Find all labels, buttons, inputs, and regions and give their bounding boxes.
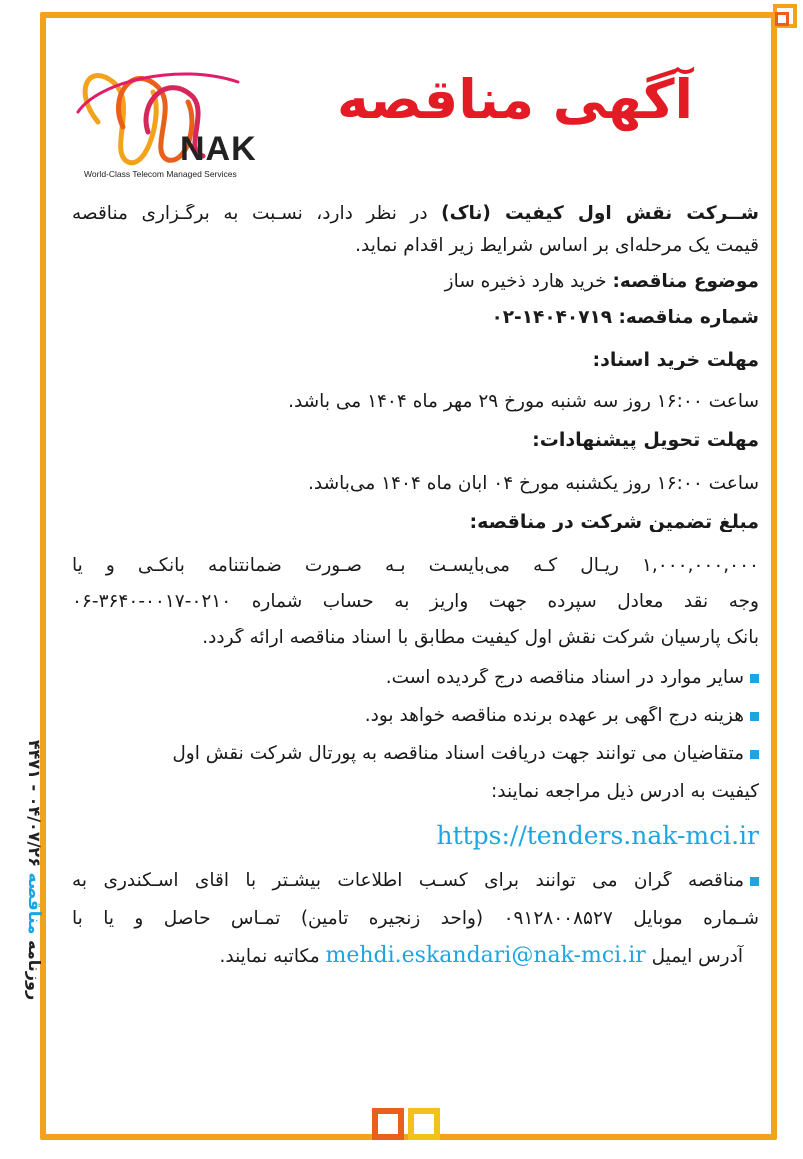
subject-label: موضوع مناقصه: xyxy=(612,272,759,292)
portal-url-line xyxy=(72,822,759,853)
newspaper-brand: مناقصه xyxy=(24,872,44,935)
logo-wordmark: NAK xyxy=(180,130,257,168)
submission-deadline-text: ساعت ۱۶:۰۰ روز یکشنبه مورخ ۰۴ آبان ماه ۱۴۰۴ می‌باشد. xyxy=(308,474,759,494)
subject-value: خرید هارد ذخیره ساز xyxy=(444,272,613,292)
note-item: متقاضیان می توانند جهت دریافت اسناد مناقصه به پورتال شرکت نقش اول xyxy=(72,744,759,764)
bullet-icon xyxy=(750,674,759,683)
page-title: آگهی مناقصه xyxy=(336,68,693,131)
deco-square-yellow xyxy=(408,1108,440,1140)
bullet-icon xyxy=(750,750,759,759)
contact-line-3: آدرس ایمیل mehdi.eskandari@nak-mci.ir مکاتبه نمایند. xyxy=(219,943,743,968)
guarantee-heading: مبلغ تضمین شرکت در مناقصه: xyxy=(469,512,759,532)
newspaper-issue: ۰۴/۰۷/۲۶ - ۴۴۷۱ xyxy=(25,739,44,867)
submission-deadline-heading: مهلت تحویل پیشنهادات: xyxy=(532,430,759,450)
subject-line xyxy=(72,272,759,292)
notice-body xyxy=(72,196,759,970)
newspaper-side-label xyxy=(14,690,54,1050)
intro-line-1 xyxy=(72,204,759,224)
corner-decoration-inner xyxy=(775,12,789,26)
intro-line-2: قیمت یک مرحله‌ای بر اساس شرایط زیر اقدام نماید. xyxy=(355,236,759,256)
logo-tagline: World-Class Telecom Managed Services xyxy=(84,169,237,179)
guarantee-line-3: بانک پارسیان شرکت نقش اول کیفیت مطابق با اسناد مناقصه ارائه گردد. xyxy=(202,628,759,648)
note-continuation: کیفیت به آدرس ذیل مراجعه نمایند: xyxy=(491,782,759,802)
number-value: ۱۴۰۴۰۷۱۹-۰۲ xyxy=(491,308,619,328)
portal-url-link[interactable]: https://tenders.nak-mci.ir xyxy=(436,822,759,850)
guarantee-line-1: ۱,۰۰۰,۰۰۰,۰۰۰ ریـال کـه می‌بایسـت بـه صـورت ضمانتنامه بانکـی و یا xyxy=(72,556,759,576)
contact-line-1: مناقصه گران می توانند برای کسـب اطلاعات بیشـتر با آقای اسـکندری به xyxy=(72,871,759,891)
company-name: شــرکت نقش اول کیفیت (ناک) xyxy=(441,204,759,224)
contact-line-2: شـماره موبایل ۰۹۱۲۸۰۰۸۵۲۷ (واحد زنجیره تامین) تمـاس حاصل و یا با xyxy=(72,909,759,929)
number-line xyxy=(72,308,759,328)
deco-square-orange xyxy=(372,1108,404,1140)
bullet-icon xyxy=(750,877,759,886)
note-item: هزینه درج آگهی بر عهده برنده مناقصه خواهد بود. xyxy=(72,706,759,726)
email-link[interactable]: mehdi.eskandari@nak-mci.ir xyxy=(325,943,646,968)
intro-rest: در نظر دارد، نسـبت به برگـزاری مناقصه xyxy=(72,204,442,224)
guarantee-line-2: وجه نقد معادل سپرده جهت واریز به حساب شماره ۰۲۱۰-۰۰۱۷-۳۶۴۰-۰۶ xyxy=(72,592,759,612)
purchase-deadline-heading: مهلت خرید اسناد: xyxy=(592,350,759,370)
bullet-icon xyxy=(750,712,759,721)
purchase-deadline-text: ساعت ۱۶:۰۰ روز سه شنبه مورخ ۲۹ مهر ماه ۱۴۰۴ می باشد. xyxy=(288,392,759,412)
bottom-decoration xyxy=(372,1108,440,1140)
note-item: سایر موارد در اسناد مناقصه درج گردیده است. xyxy=(72,668,759,688)
number-label: شماره مناقصه: xyxy=(618,308,759,328)
newspaper-prefix: روزنامه xyxy=(25,940,44,1001)
